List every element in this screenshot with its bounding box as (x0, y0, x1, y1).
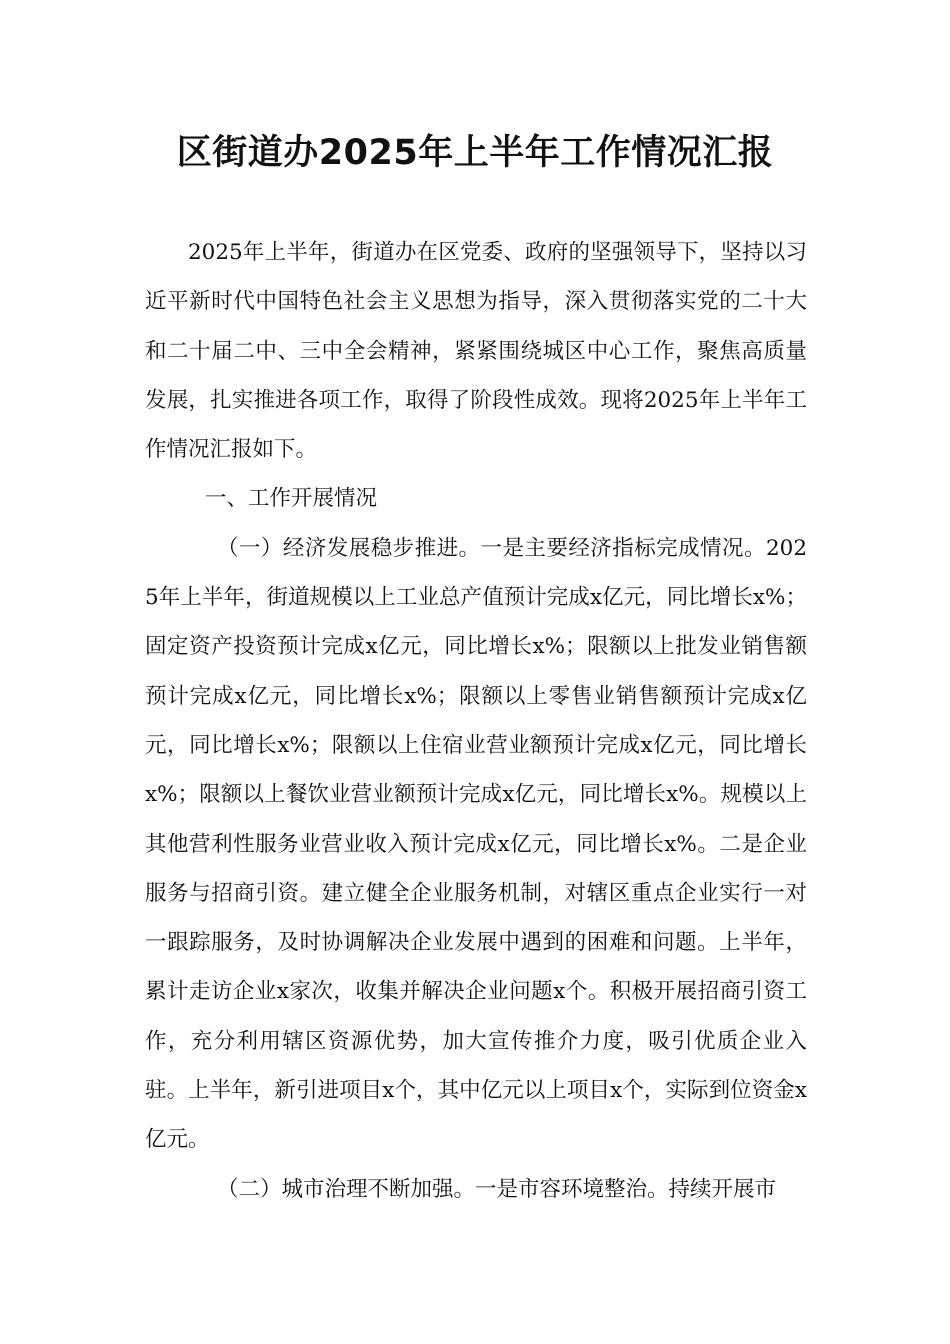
urban-governance-paragraph: （二）城市治理不断加强。一是市容环境整治。持续开展市 (217, 1176, 777, 1202)
intro-paragraph: 2025年上半年，街道办在区党委、政府的坚强领导下，坚持以习近平新时代中国特色社会主义思想为指导，深入贯彻落实党的二十大和二十届二中、三中全会精神，紧紧围绕城区中心工作，聚焦高质量发展，扎实推进各项工作，取得了阶段性成效。现将2025年上半年工作情况汇报如下。 (145, 240, 807, 463)
section-heading: 一、工作开展情况 (205, 486, 378, 512)
document-body (145, 228, 807, 1214)
document-title: 区街道办2025年上半年工作情况汇报 (176, 133, 774, 173)
economy-paragraph: （一）经济发展稳步推进。一是主要经济指标完成情况。2025年上半年，街道规模以上工业总产值预计完成x亿元，同比增长x%；固定资产投资预计完成x亿元，同比增长x%；限额以上批发业销售额预计完成x亿元，同比增长x%；限额以上零售业销售额预计完成x亿元，同比增长x%；限额以上住宿业营业额预计完成x亿元，同比增长x%；限额以上餐饮业营业额预计完成x亿元，同比增长x%。规模以上其他营利性服务业营业收入预计完成x亿元，同比增长x%。二是企业服务与招商引资。建立健全企业服务机制，对辖区重点企业实行一对一跟踪服务，及时协调解决企业发展中遇到的困难和问题。上半年，累计走访企业x家次，收集并解决企业问题x个。积极开展招商引资工作，充分利用辖区资源优势，加大宣传推介力度，吸引优质企业入驻。上半年，新引进项目x个，其中亿元以上项目x个，实际到位资金x亿元。 (145, 535, 807, 1153)
